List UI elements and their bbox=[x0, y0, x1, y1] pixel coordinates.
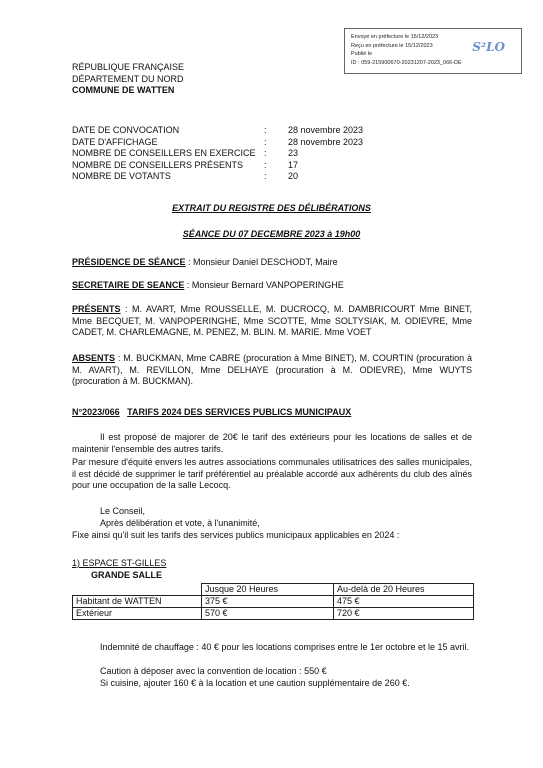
info-value: 28 novembre 2023 bbox=[288, 136, 364, 147]
presents-text: : M. AVART, Mme ROUSSELLE, M. DUCROCQ, M. DAMBRICOURT Mme BINET, Mme BECQUET, M. VANPOPERINGHE, Mme SCOTTE, Mme SOLTYSIAK, M. ODIEVRE, Mme CADET, M. CHARLEMAGNE, M. PENEZ, M. BLIN. M. MARIE. Mme VOET bbox=[72, 304, 472, 337]
note-caution: Caution à déposer avec la convention de location : 550 € bbox=[100, 666, 327, 676]
table-cell: 475 € bbox=[334, 596, 474, 608]
table-row bbox=[73, 596, 474, 608]
info-row bbox=[72, 137, 472, 149]
table-row bbox=[73, 608, 474, 620]
section-grande-salle: GRANDE SALLE bbox=[91, 570, 163, 580]
table-cell: 720 € bbox=[334, 608, 474, 620]
table-cell: 375 € bbox=[202, 596, 334, 608]
info-sep: : bbox=[264, 148, 267, 158]
absents-text: : M. BUCKMAN, Mme CABRE (procuration à Mme BINET), M. COURTIN (procuration à M. AVART), M. REVILLON, Mme DELHAYE (procuration à M. ODIEVRE), Mme WUYTS (procuration à M. BUCKMAN). bbox=[72, 353, 472, 386]
deliberation-title: TARIFS 2024 DES SERVICES PUBLICS MUNICIPAUX bbox=[127, 407, 352, 417]
document-header bbox=[72, 62, 184, 97]
tarifs-table bbox=[72, 583, 474, 620]
meeting-info bbox=[72, 125, 472, 183]
info-label: NOMBRE DE VOTANTS bbox=[72, 171, 171, 181]
info-sep: : bbox=[264, 125, 267, 135]
stamp-published: Publié le bbox=[351, 51, 373, 57]
seance-title: SÉANCE DU 07 DECEMBRE 2023 à 19h00 bbox=[182, 229, 361, 239]
info-value: 17 bbox=[288, 159, 299, 170]
info-value: 20 bbox=[288, 171, 299, 181]
stamp-sent: Envoyé en préfecture le 15/12/2023 bbox=[351, 34, 439, 40]
info-sep: : bbox=[264, 136, 267, 147]
table-cell: Habitant de WATTEN bbox=[73, 596, 202, 608]
stamp-received: Reçu en préfecture le 15/12/2023 bbox=[351, 42, 433, 49]
info-label: DATE D'AFFICHAGE bbox=[72, 136, 158, 147]
info-sep: : bbox=[264, 159, 267, 170]
apres-deliberation: Après délibération et vote, à l'unanimité, bbox=[100, 518, 260, 528]
le-conseil: Le Conseil, bbox=[100, 506, 146, 516]
info-row bbox=[72, 125, 472, 137]
table-header-row bbox=[73, 584, 474, 596]
body-paragraph-1: Il est proposé de majorer de 20€ le tarif des extérieurs pour les locations de salles et de maintenir l'ensemble des autres tarifs. bbox=[72, 432, 472, 454]
body-paragraph-2: Par mesure d'équité envers les autres associations communales utilisatrices des salles municipales, il est décidé de supprimer le tarif préférentiel au préalable accordé aux adhérents du club des aînés pour une occupation de la salle Lecocq. bbox=[72, 457, 472, 490]
header-departement: DÉPARTEMENT DU NORD bbox=[72, 73, 184, 84]
secretaire-text: : Monsieur Bernard VANPOPERINGHE bbox=[184, 280, 344, 290]
extrait-title: EXTRAIT DU REGISTRE DES DÉLIBÉRATIONS bbox=[172, 203, 371, 213]
presents-paragraph bbox=[72, 304, 472, 339]
presidence-label: PRÉSIDENCE DE SÉANCE bbox=[72, 257, 186, 267]
secretaire-line bbox=[72, 280, 472, 292]
deliberation-heading bbox=[72, 407, 472, 419]
table-header-cell: Jusque 20 Heures bbox=[202, 584, 334, 596]
secretaire-label: SECRETAIRE DE SEANCE bbox=[72, 280, 185, 290]
deliberation-number: N°2023/066 bbox=[72, 407, 120, 417]
table-header-cell: Au-delà de 20 Heures bbox=[334, 584, 474, 596]
info-sep: : bbox=[264, 171, 267, 181]
absents-paragraph bbox=[72, 353, 472, 388]
header-commune: COMMUNE DE WATTEN bbox=[72, 85, 175, 95]
info-row bbox=[72, 148, 472, 160]
presidence-text: : Monsieur Daniel DESCHODT, Maire bbox=[185, 257, 338, 267]
header-republique: RÉPUBLIQUE FRANÇAISE bbox=[72, 62, 185, 72]
section-espace-st-gilles: 1) ESPACE ST-GILLES bbox=[72, 558, 167, 568]
info-value: 23 bbox=[288, 148, 299, 158]
presidence-line bbox=[72, 257, 472, 269]
info-label: NOMBRE DE CONSEILLERS EN EXERCICE bbox=[72, 148, 256, 158]
table-cell: Extérieur bbox=[73, 608, 202, 620]
info-value: 28 novembre 2023 bbox=[288, 125, 364, 135]
presents-label: PRÉSENTS bbox=[72, 304, 121, 314]
fixe-tarifs: Fixe ainsi qu'il suit les tarifs des services publics municipaux applicables en 2024 : bbox=[72, 530, 400, 540]
info-row bbox=[72, 160, 472, 172]
info-label: NOMBRE DE CONSEILLERS PRÉSENTS bbox=[72, 159, 244, 170]
s2lo-logo: S²LO bbox=[472, 40, 505, 54]
info-label: DATE DE CONVOCATION bbox=[72, 125, 180, 135]
note-chauffage: Indemnité de chauffage : 40 € pour les locations comprises entre le 1er octobre et le 15 avril. bbox=[100, 642, 470, 652]
table-cell: 570 € bbox=[202, 608, 334, 620]
absents-label: ABSENTS bbox=[72, 353, 116, 363]
prefecture-stamp bbox=[344, 28, 522, 74]
table-header-cell bbox=[73, 584, 202, 596]
note-cuisine: Si cuisine, ajouter 160 € à la location et une caution supplémentaire de 260 €. bbox=[100, 678, 410, 688]
info-row bbox=[72, 171, 472, 183]
stamp-id: ID : 059-215900670-20231207-2023_066-DE bbox=[351, 59, 462, 66]
